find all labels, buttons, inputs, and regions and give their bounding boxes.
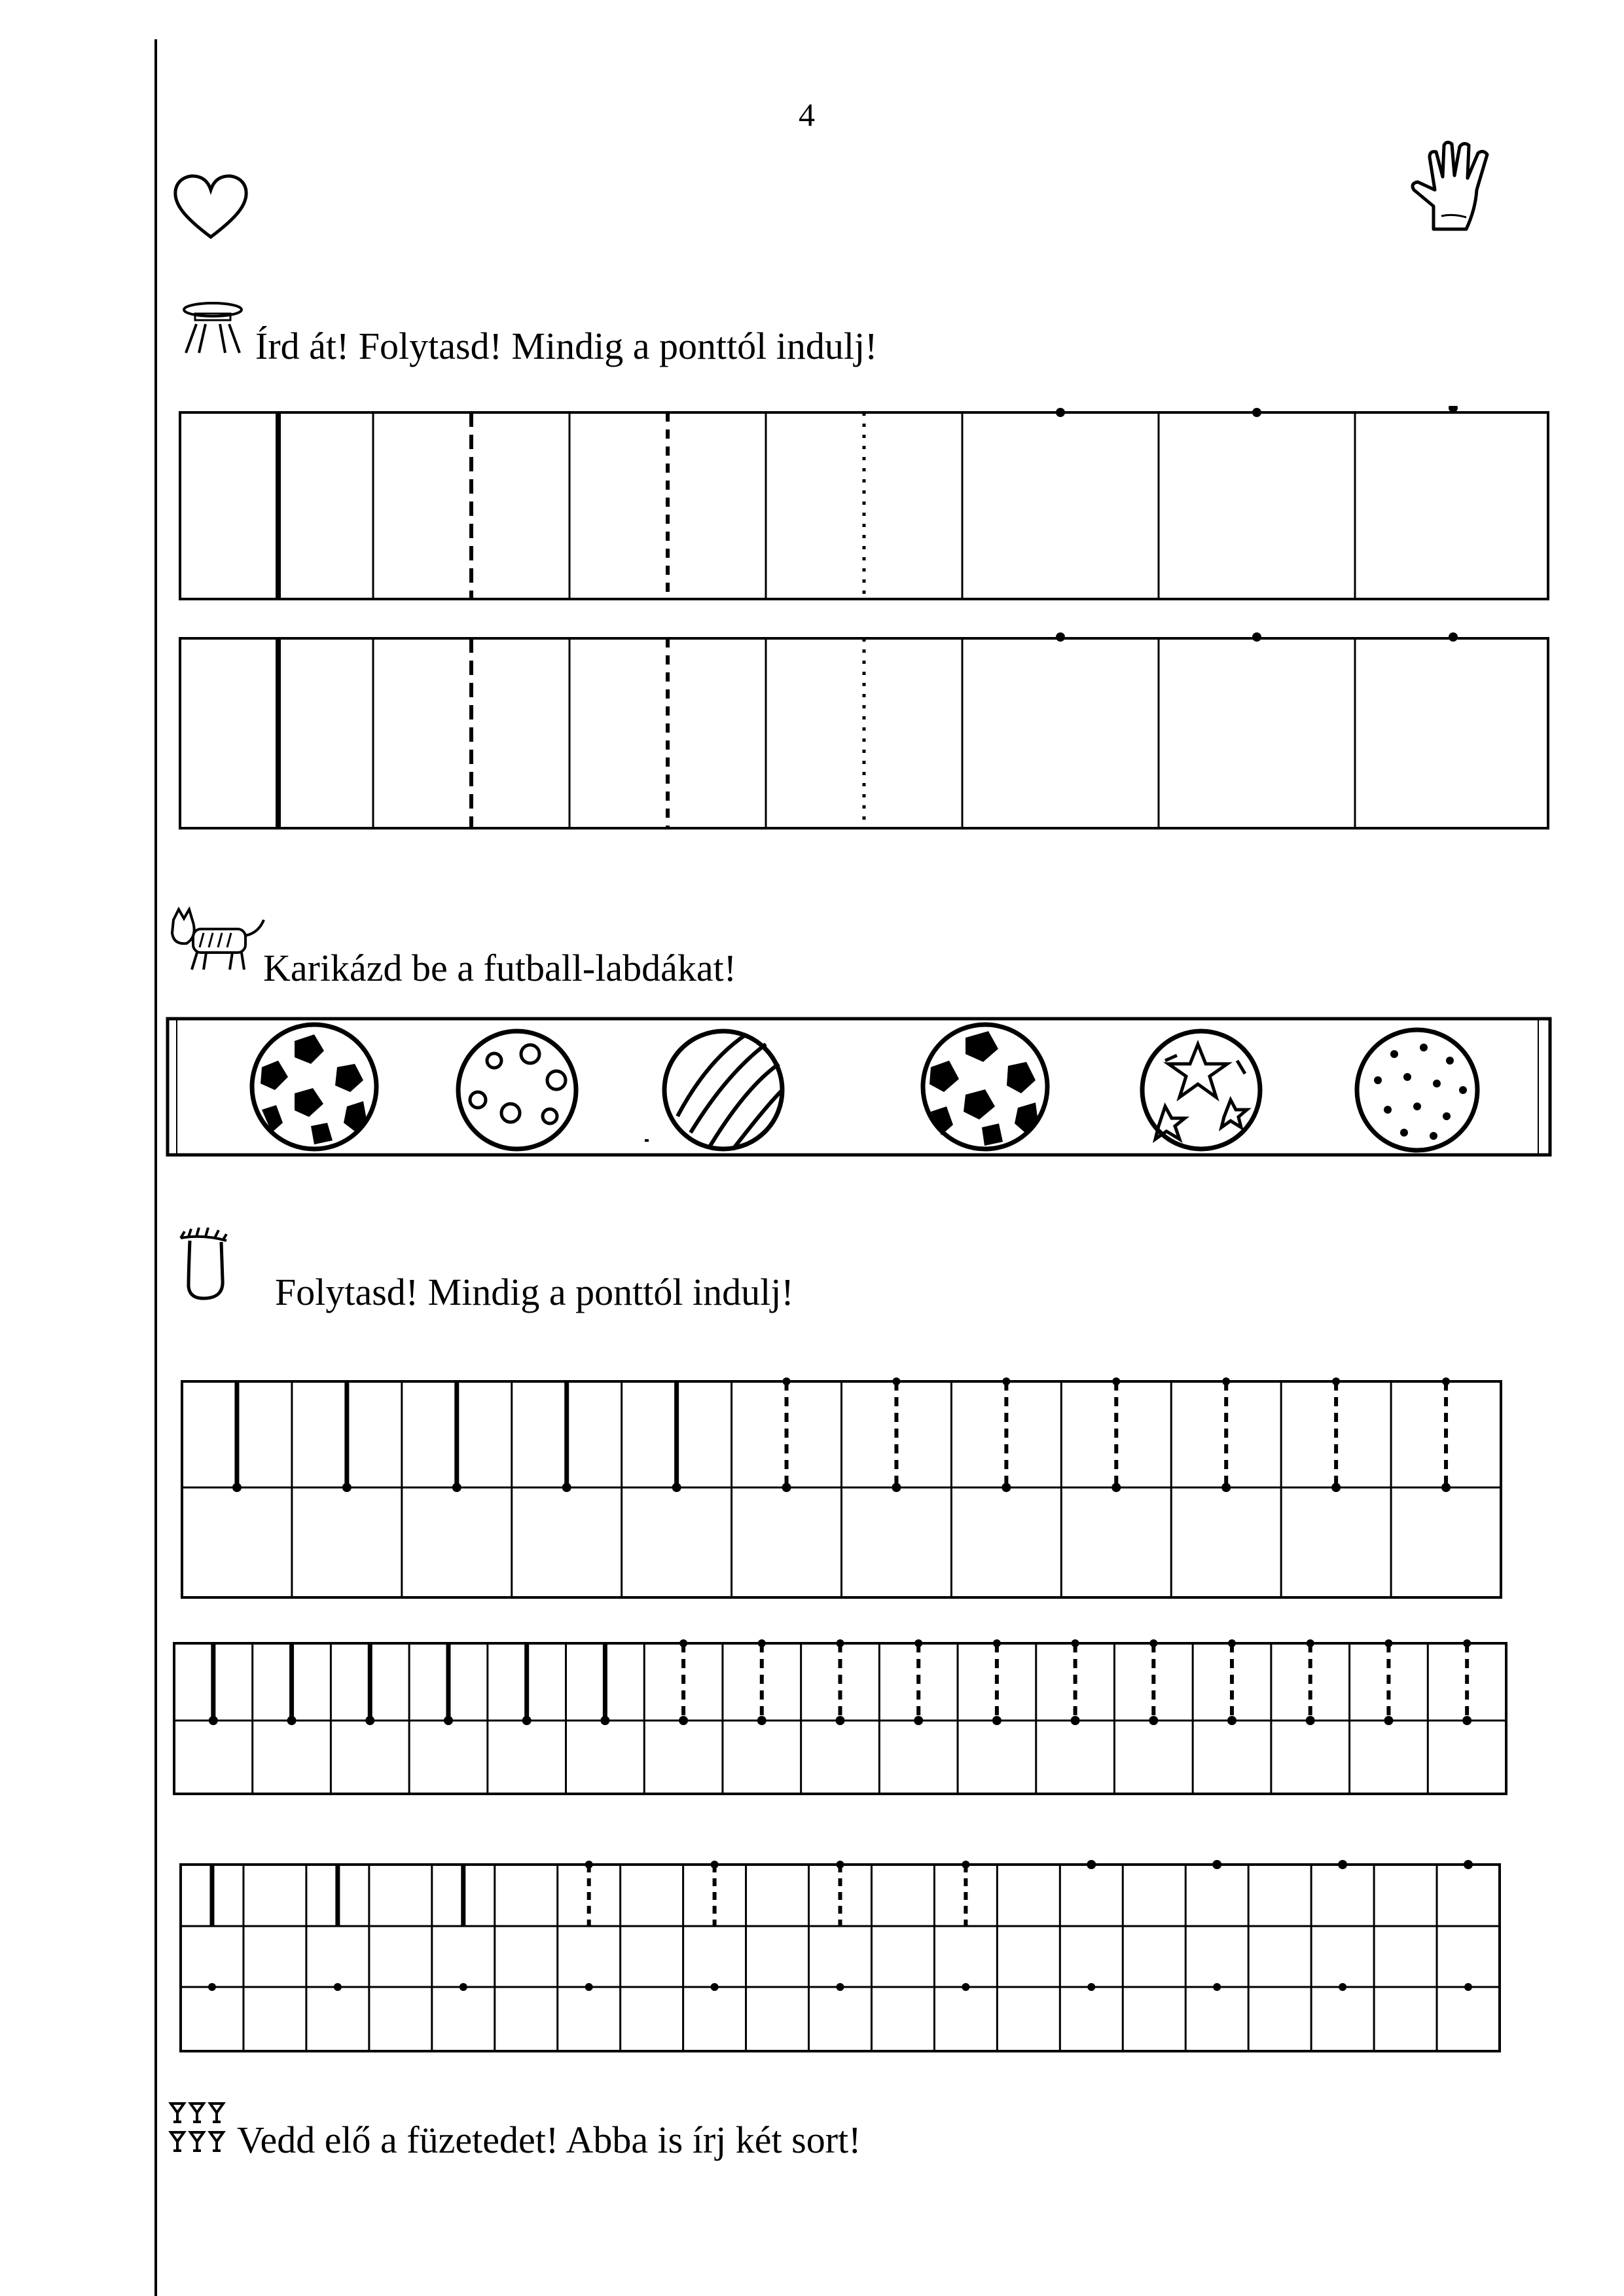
start-dot (1338, 1860, 1347, 1869)
start-dot (962, 1861, 969, 1868)
start-dot (452, 1483, 461, 1492)
ufo-icon (177, 298, 249, 357)
start-dot (1331, 1483, 1341, 1492)
balls-instruction: Karikázd be a futball-labdákat! (263, 947, 737, 989)
balls-row (164, 1015, 1555, 1159)
start-dot (342, 1483, 352, 1492)
circles-ball[interactable] (458, 1031, 576, 1149)
start-dot (1087, 1983, 1095, 1991)
page-number: 4 (799, 96, 815, 133)
start-dot (1112, 1377, 1120, 1385)
continue-grid-2 (170, 1637, 1512, 1800)
start-dot (287, 1716, 297, 1725)
football-ball[interactable] (923, 1025, 1047, 1149)
start-dot (679, 1716, 688, 1725)
start-dot (1384, 1639, 1392, 1647)
foot-icon (177, 1228, 236, 1303)
start-dot (672, 1483, 681, 1492)
start-dot (993, 1639, 1001, 1647)
start-dot (600, 1716, 609, 1725)
start-dot (460, 1983, 467, 1991)
start-dot (585, 1861, 593, 1868)
start-dot (1464, 1983, 1472, 1991)
heart-icon (171, 172, 250, 242)
start-dot (522, 1716, 532, 1725)
start-dot (837, 1639, 844, 1647)
start-dot (1332, 1377, 1340, 1385)
start-dot (1111, 1483, 1121, 1492)
start-dot (892, 1377, 900, 1385)
start-dot (757, 1716, 767, 1725)
start-dot (1228, 1639, 1236, 1647)
continue-grid-3 (177, 1859, 1506, 2056)
start-dot (1221, 1483, 1231, 1492)
start-dot (1464, 1860, 1473, 1869)
start-dot (837, 1983, 844, 1991)
start-dot (711, 1861, 719, 1868)
start-dot (1001, 1483, 1011, 1492)
start-dot (209, 1716, 218, 1725)
start-dot (1149, 1716, 1158, 1725)
start-dot (1306, 1716, 1315, 1725)
start-dot (836, 1716, 845, 1725)
tracing-row-1 (177, 406, 1551, 602)
cat-icon (167, 907, 272, 975)
start-dot (783, 1377, 791, 1385)
start-dot (1441, 1483, 1451, 1492)
start-dot (1222, 1377, 1230, 1385)
margin-line (154, 39, 157, 2296)
start-dot (232, 1483, 242, 1492)
start-dot (711, 1983, 719, 1991)
continue-grid-1 (177, 1375, 1506, 1604)
start-dot (1462, 1716, 1471, 1725)
start-dot (782, 1483, 791, 1492)
start-dot (1463, 1639, 1471, 1647)
start-dot (585, 1983, 593, 1991)
football-ball[interactable] (252, 1025, 376, 1149)
start-dot (1384, 1716, 1393, 1725)
dotted-ball[interactable] (1357, 1030, 1477, 1150)
notebook-instruction: Vedd elő a füzetedet! Abba is írj két sort! (237, 2119, 861, 2161)
start-dot (1213, 1983, 1221, 1991)
start-dot (992, 1716, 1001, 1725)
stars-ball[interactable] (1142, 1031, 1260, 1149)
tracing-instruction: Írd át! Folytasd! Mindig a ponttól indulj! (255, 325, 878, 367)
start-dot (1212, 1860, 1221, 1869)
start-dot (334, 1983, 342, 1991)
start-dot (1227, 1716, 1236, 1725)
continue-instruction: Folytasd! Mindig a ponttól indulj! (275, 1271, 794, 1313)
start-dot (962, 1983, 969, 1991)
start-dot (208, 1983, 216, 1991)
start-dot (1087, 1860, 1096, 1869)
start-dot (1307, 1639, 1314, 1647)
start-dot (914, 1716, 923, 1725)
start-dot (1002, 1377, 1010, 1385)
start-dot (892, 1483, 901, 1492)
start-dot (1442, 1377, 1450, 1385)
start-dot (914, 1639, 922, 1647)
hand-icon (1407, 137, 1506, 236)
start-dot (1072, 1639, 1079, 1647)
start-dot (1071, 1716, 1080, 1725)
tracing-row-2 (177, 632, 1551, 835)
start-dot (1149, 1639, 1157, 1647)
start-dot (758, 1639, 766, 1647)
start-dot (837, 1861, 844, 1868)
start-dot (365, 1716, 374, 1725)
start-dot (1339, 1983, 1346, 1991)
glasses-icon (167, 2098, 232, 2157)
start-dot (679, 1639, 687, 1647)
start-dot (444, 1716, 453, 1725)
striped-ball[interactable] (664, 1031, 782, 1149)
start-dot (562, 1483, 571, 1492)
